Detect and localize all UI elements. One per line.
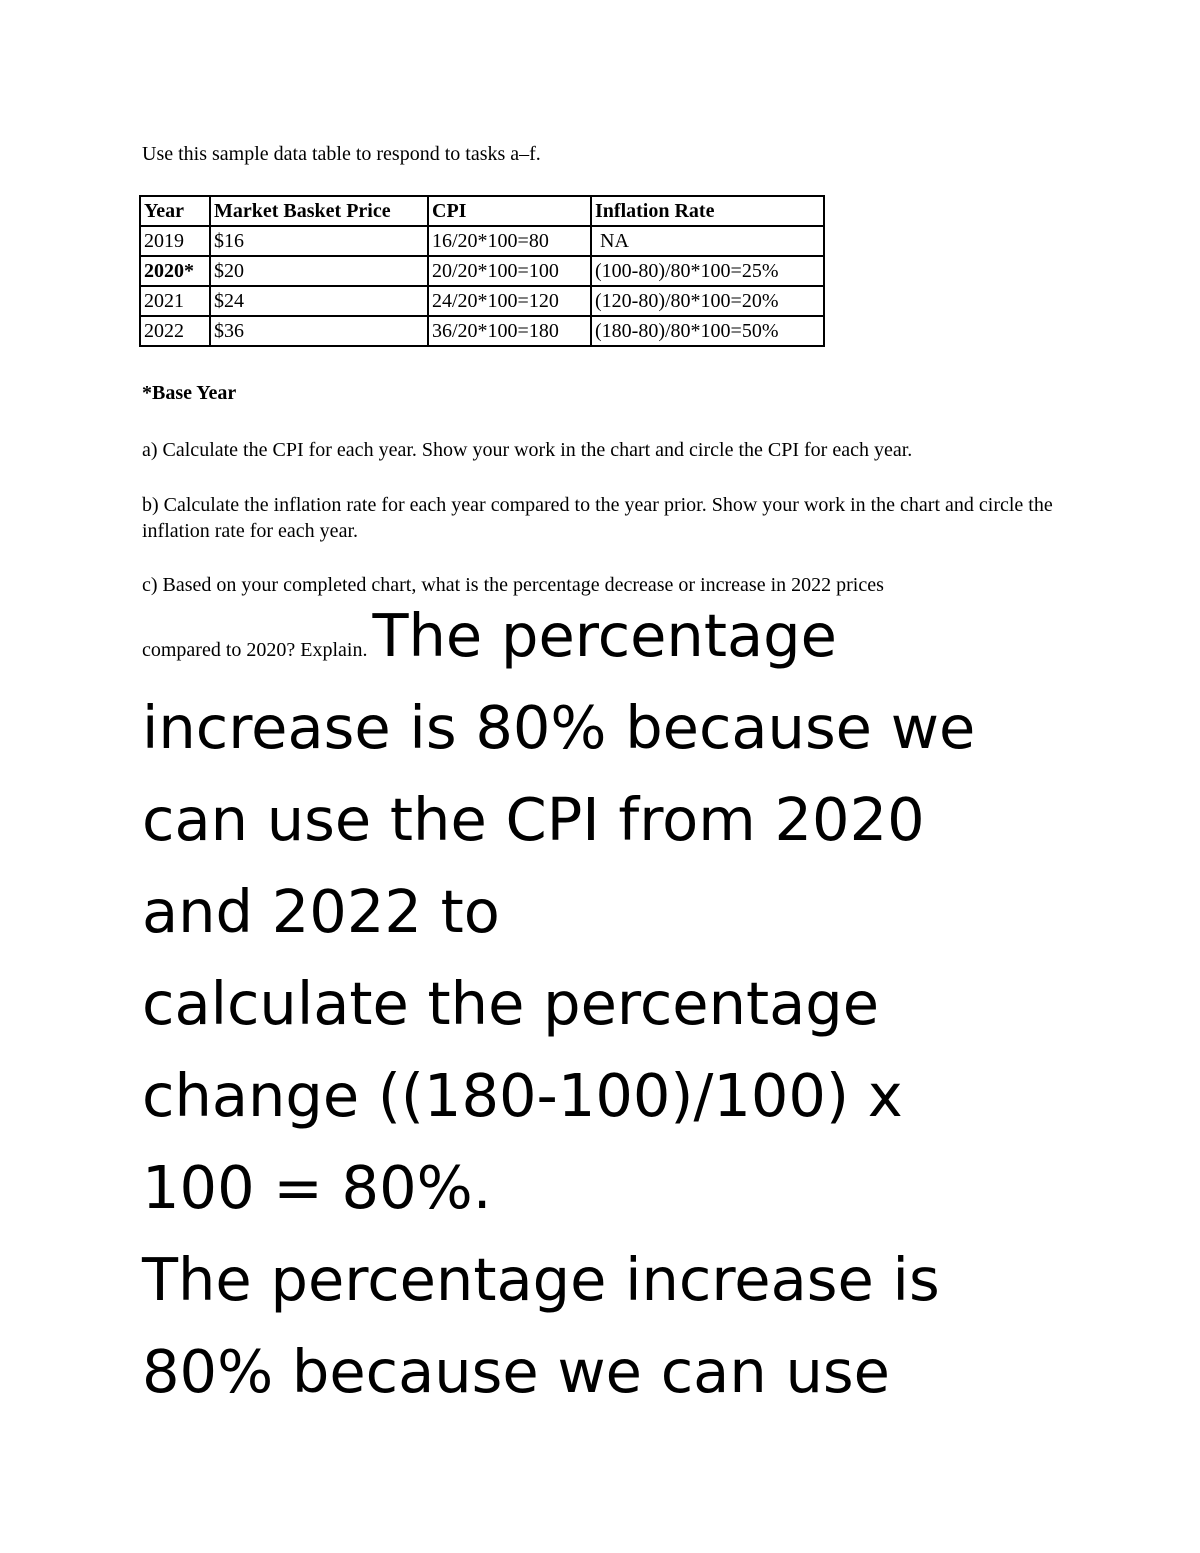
cell-cpi: 24/20*100=120 — [428, 286, 591, 316]
answer-line: calculate the percentage — [142, 969, 880, 1038]
cell-price: $24 — [210, 286, 428, 316]
cell-price: $36 — [210, 316, 428, 346]
cell-year: 2019 — [140, 226, 210, 256]
table-row — [140, 286, 824, 316]
cell-year: 2020* — [140, 256, 210, 286]
cell-inflation: (120-80)/80*100=20% — [591, 286, 824, 316]
task-a: a) Calculate the CPI for each year. Show your work in the chart and circle the CPI for each year. — [142, 439, 913, 461]
task-b: b) Calculate the inflation rate for each year compared to the year prior. Show your work in the chart and circle the inflation rate for each year. — [142, 494, 1053, 542]
header-market-basket-price: Market Basket Price — [210, 196, 428, 226]
answer-line: The percentage — [372, 601, 837, 670]
answer-line: and 2022 to — [142, 877, 500, 946]
base-year-note: *Base Year — [142, 382, 237, 404]
header-inflation-rate: Inflation Rate — [591, 196, 824, 226]
cell-cpi: 36/20*100=180 — [428, 316, 591, 346]
answer-block — [142, 598, 1102, 1426]
cell-inflation: NA — [591, 226, 824, 256]
task-c-continuation: compared to 2020? Explain. — [142, 639, 373, 661]
answer-line: change ((180-100)/100) x — [142, 1061, 903, 1130]
cell-price: $20 — [210, 256, 428, 286]
table-row — [140, 256, 824, 286]
cell-cpi: 16/20*100=80 — [428, 226, 591, 256]
answer-line: 100 = 80%. — [142, 1153, 492, 1222]
answer-line: 80% because we can use — [142, 1337, 890, 1406]
answer-line: can use the CPI from 2020 — [142, 785, 925, 854]
cell-year: 2022 — [140, 316, 210, 346]
table-row — [140, 316, 824, 346]
cell-inflation: (100-80)/80*100=25% — [591, 256, 824, 286]
sample-data-table — [139, 195, 825, 347]
table-row — [140, 226, 824, 256]
cell-cpi: 20/20*100=100 — [428, 256, 591, 286]
cell-price: $16 — [210, 226, 428, 256]
header-year: Year — [140, 196, 210, 226]
cell-inflation: (180-80)/80*100=50% — [591, 316, 824, 346]
intro-text: Use this sample data table to respond to tasks a–f. — [142, 143, 541, 165]
answer-line: increase is 80% because we — [142, 693, 976, 762]
cell-year: 2021 — [140, 286, 210, 316]
table-header-row — [140, 196, 824, 226]
header-cpi: CPI — [428, 196, 591, 226]
answer-line: The percentage increase is — [142, 1245, 940, 1314]
task-c: c) Based on your completed chart, what is the percentage decrease or increase in 2022 prices — [142, 574, 884, 596]
